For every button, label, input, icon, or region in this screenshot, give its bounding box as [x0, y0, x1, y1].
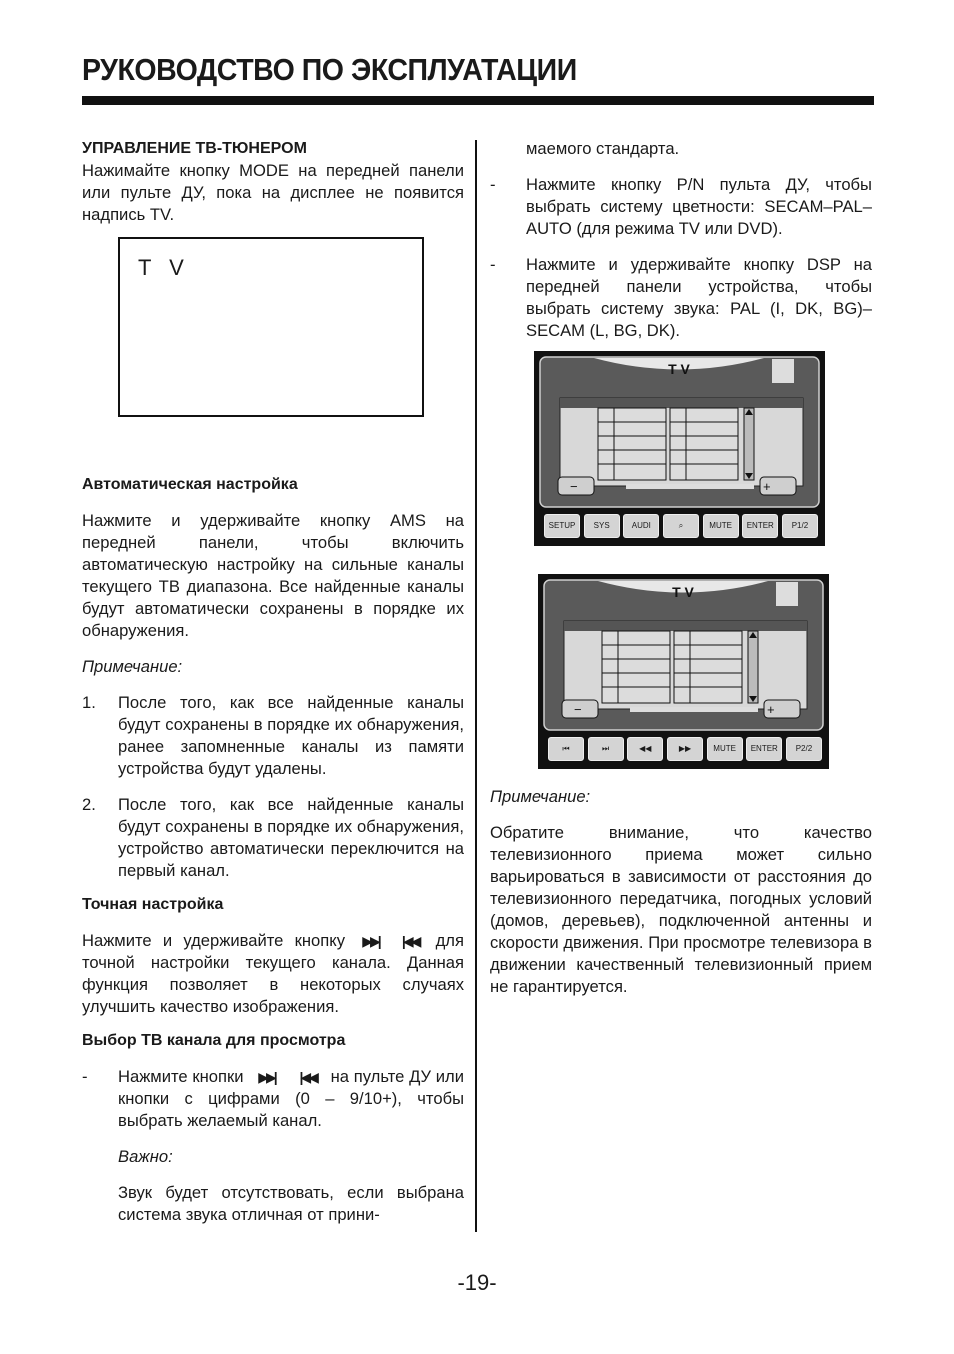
title-rule — [82, 96, 874, 105]
volume-up-label: + — [763, 479, 771, 494]
note-text: Обратите внимание, что качество телевизионного приема может сильно варьироваться в зависимости от расстояния до телевизионного передатчика, погодных условий (домов, деревьев), подключенной антенны и скорости движения. При просмотре телевизора в движении качественный телевизионный прием не гарантируется. — [490, 823, 872, 996]
fine-text — [82, 930, 464, 1018]
note-number: 2. — [82, 795, 96, 814]
bullet-text: Нажмите и удерживайте кнопку DSP на передней панели устройства, чтобы выбрать систему звука: PAL (I, DK, BG)–SECAM (L, BG, DK). — [526, 255, 872, 340]
bullet-text: Нажмите кнопку P/N пульта ДУ, чтобы выбрать систему цветности: SECAM–PAL–AUTO (для режима TV или DVD). — [526, 175, 872, 238]
enter-button[interactable]: ENTER — [742, 514, 778, 538]
section-text: Нажимайте кнопку MODE на передней панели или пульте ДУ, пока на дисплее не появится надпись TV. — [82, 161, 464, 224]
bullet-item — [490, 254, 872, 342]
next-track-icon: ▶▶| — [362, 933, 379, 949]
important-text: Звук будет отсутствовать, если выбрана система звука отличная от прини- — [118, 1183, 464, 1224]
note-label: Примечание: — [82, 657, 183, 676]
next-track-icon: ▶▶| — [258, 1069, 275, 1085]
select-heading: Выбор ТВ канала для просмотра — [82, 1032, 346, 1049]
note-number: 1. — [82, 693, 96, 712]
page-number: -19- — [457, 1270, 497, 1295]
next-channel-button[interactable]: ⏭ — [588, 737, 624, 761]
page-button[interactable]: P1/2 — [782, 514, 818, 538]
setup-button[interactable]: SETUP — [544, 514, 580, 538]
tv-screen-page-1 — [534, 351, 825, 546]
select-item — [82, 1066, 464, 1132]
note-item — [82, 692, 464, 780]
bullet-item — [490, 174, 872, 240]
enter-button[interactable]: ENTER — [746, 737, 782, 761]
mute-button[interactable]: MUTE — [707, 737, 743, 761]
auto-text: Нажмите и удерживайте кнопку AMS на передней панели, чтобы включить автоматическую настройку на сильные каналы текущего ТВ диапазона. Все найденные каналы будут автоматически сохранены в порядке их обнаружения. — [82, 511, 464, 640]
screen-title: T V — [672, 584, 694, 600]
button-bar — [544, 514, 818, 538]
dash: - — [490, 175, 496, 194]
select-text-after: на пульте ДУ или кнопки с цифрами (0 – 9/10+), чтобы выбрать желаемый канал. — [118, 1067, 464, 1130]
select-text-before: Нажмите кнопки — [118, 1067, 244, 1086]
sys-button[interactable]: SYS — [584, 514, 620, 538]
rewind-button[interactable]: ◀◀ — [627, 737, 663, 761]
column-divider — [475, 140, 477, 1232]
dash: - — [82, 1067, 88, 1086]
section-heading: УПРАВЛЕНИЕ ТВ-ТЮНЕРОМ — [82, 140, 307, 157]
right-column-text — [490, 138, 872, 342]
volume-down-label: − — [570, 479, 578, 494]
fine-text-before: Нажмите и удерживайте кнопку — [82, 931, 345, 950]
display-illustration — [118, 237, 424, 417]
tv-tuner-section — [82, 138, 464, 226]
audio-button[interactable]: AUDI — [623, 514, 659, 538]
prev-track-icon: |◀◀ — [299, 1069, 316, 1085]
fine-text-after: для точной настройки текущего канала. Данная функция позволяет в некоторых случаях улучшить качество изображения. — [82, 931, 464, 1016]
fine-heading: Точная настройка — [82, 896, 224, 913]
tv-screen-page-2 — [538, 574, 829, 769]
continued-text: маемого стандарта. — [526, 139, 680, 158]
dash: - — [490, 255, 496, 274]
prev-track-icon: |◀◀ — [401, 933, 419, 949]
page-button[interactable]: P2/2 — [786, 737, 822, 761]
note-text: После того, как все найденные каналы будут сохранены в порядке их обнаружения, устройство автоматически переключится на первый канал. — [118, 795, 464, 880]
display-label: T V — [138, 255, 190, 280]
button-bar — [548, 737, 822, 761]
volume-up-label: + — [767, 702, 775, 717]
auto-heading: Автоматическая настройка — [82, 476, 298, 493]
screen-title: T V — [668, 361, 690, 377]
auto-tuning-section — [82, 474, 464, 1226]
mute-button[interactable]: MUTE — [703, 514, 739, 538]
important-label: Важно: — [118, 1147, 173, 1166]
note-label: Примечание: — [490, 787, 591, 806]
search-button[interactable]: ⌕ — [663, 514, 699, 538]
prev-channel-button[interactable]: ⏮ — [548, 737, 584, 761]
note-item — [82, 794, 464, 882]
right-note-section — [490, 786, 872, 998]
page-title: РУКОВОДСТВО ПО ЭКСПЛУАТАЦИИ — [82, 52, 577, 87]
note-text: После того, как все найденные каналы будут сохранены в порядке их обнаружения, ранее запомненные каналы из памяти устройства будут удалены. — [118, 693, 464, 778]
volume-down-label: − — [574, 702, 582, 717]
forward-button[interactable]: ▶▶ — [667, 737, 703, 761]
